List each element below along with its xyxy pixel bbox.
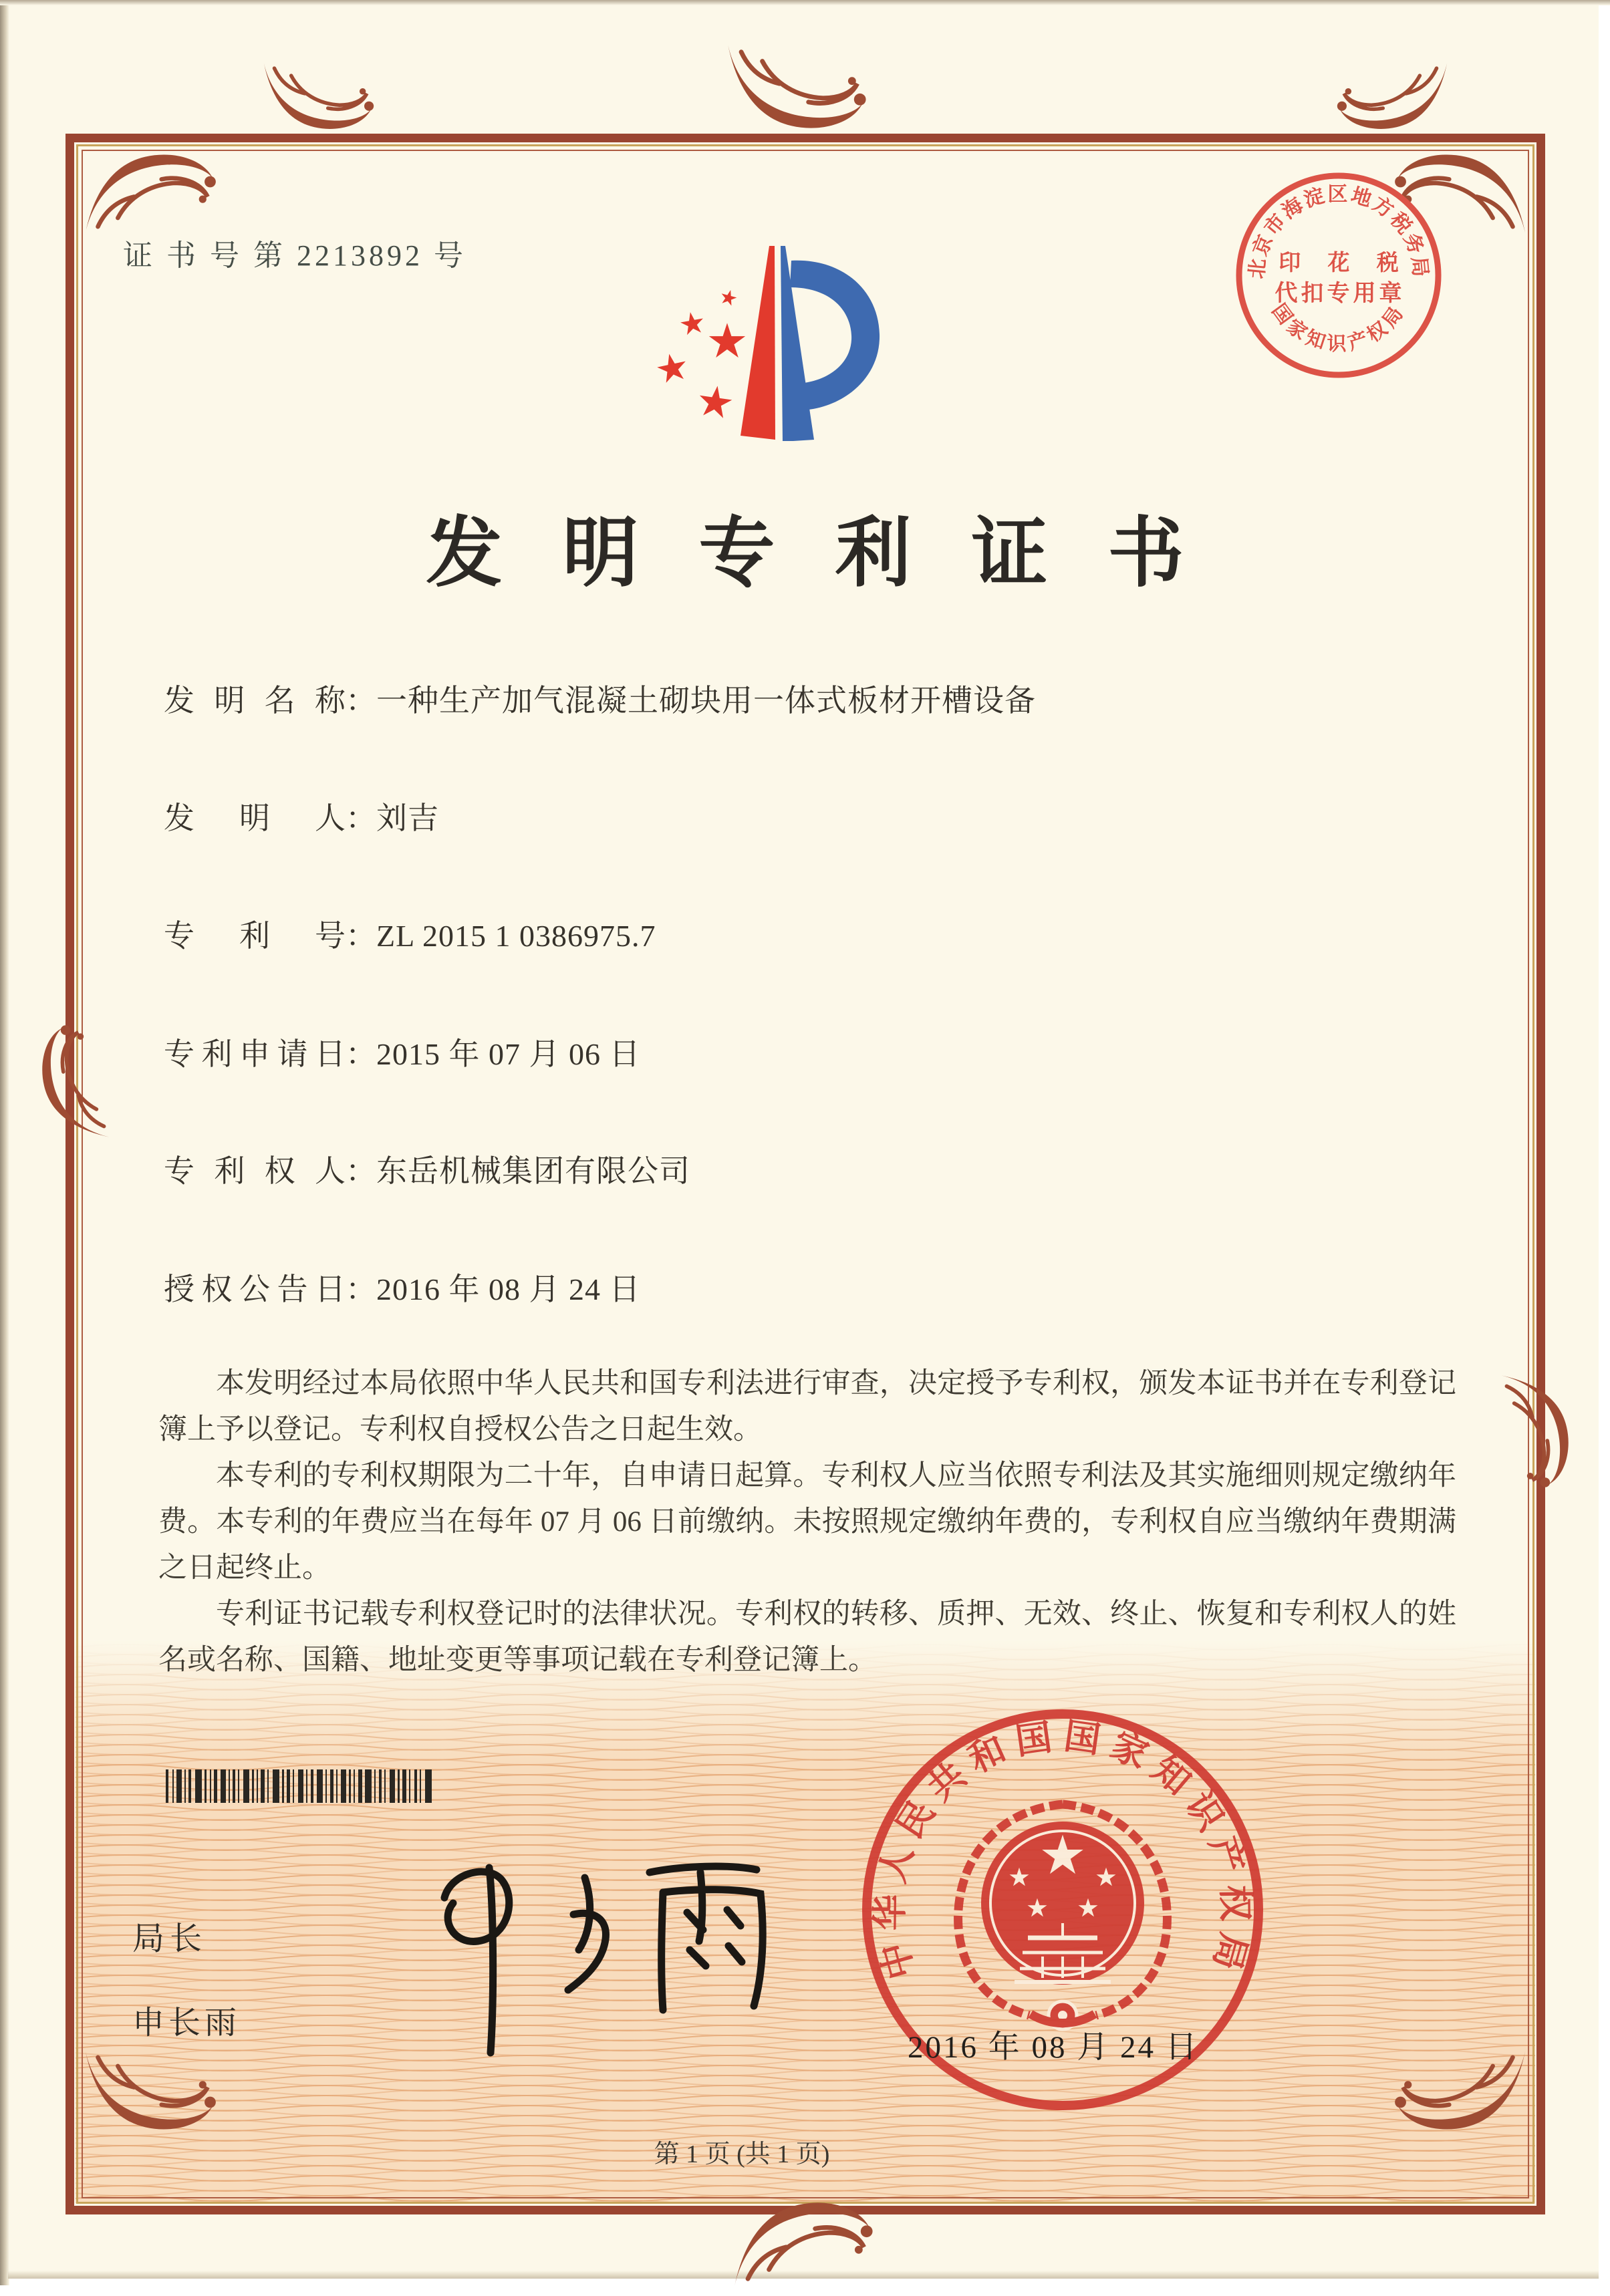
top-border-flourish-right (1310, 59, 1477, 138)
field-patentee: 专利权人：东岳机械集团有限公司 (164, 1147, 690, 1191)
field-inventor: 发明人：刘吉 (164, 794, 439, 838)
field-value: 2016 年 08 月 24 日 (376, 1272, 641, 1306)
field-grant-date: 授权公告日：2016 年 08 月 24 日 (164, 1265, 641, 1309)
legal-paragraph: 本发明经过本局依照中华人民共和国专利法进行审查，决定授予专利权，颁发本证书并在专利登记簿上予以登记。专利权自授权公告之日起生效。 (158, 1368, 1456, 1445)
field-label: 专利申请日 (164, 1037, 346, 1071)
field-label: 授权公告日 (164, 1272, 346, 1306)
seal-ring-text: 中华人民共和国国家知识产权局 (869, 1715, 1256, 1984)
tax-stamp-bottom-text: 国家知识产权局 (1267, 300, 1410, 355)
tax-stamp-center-line1: 印 花 税 (1279, 251, 1410, 275)
svg-text:国家知识产权局 (1268, 300, 1410, 355)
corner-flourish-bottom-left (79, 2046, 219, 2140)
field-value: ZL 2015 1 0386975.7 (376, 919, 656, 953)
logo-p-curve (790, 261, 880, 410)
field-label: 专利号 (164, 919, 346, 953)
legal-text (158, 1360, 1456, 1683)
tax-stamp-center-line2: 代扣专用章 (1274, 281, 1405, 306)
field-label: 发明名称 (164, 684, 346, 718)
director-name: 申长雨 (132, 2005, 241, 2041)
logo-stars (655, 288, 745, 419)
field-filing-date: 专利申请日：2015 年 07 月 06 日 (164, 1030, 641, 1074)
field-invention-name: 发明名称：一种生产加气混凝土砌块用一体式板材开槽设备 (164, 676, 1036, 720)
national-emblem (958, 1804, 1168, 2029)
director-label: 局长 (132, 1921, 208, 1957)
legal-paragraph: 专利证书记载专利权登记时的法律状况。专利权的转移、质押、无效、终止、恢复和专利权人的姓名或名称、国籍、地址变更等事项记载在专利登记簿上。 (158, 1598, 1456, 1676)
field-label: 发明人 (164, 801, 346, 835)
director-signature (414, 1844, 789, 2071)
tax-stamp-top-text: 北京市海淀区地方税务局 (1246, 183, 1432, 280)
certificate-number: 证 书 号 第 2213892 号 (123, 239, 466, 272)
field-value: 2015 年 07 月 06 日 (376, 1037, 641, 1071)
scan-left-edge (0, 0, 9, 2285)
logo-red-wedge (741, 246, 775, 440)
cnipa-logo (640, 241, 894, 441)
stamp-duty-seal (1232, 168, 1446, 382)
legal-paragraph: 本专利的专利权期限为二十年，自申请日起算。专利权人应当依照专利法及其实施细则规定缴纳年费。本专利的年费应当在每年 07 月 06 日前缴纳。未按照规定缴纳年费的，专利权自应当缴纳年费期满之日起终止。 (158, 1460, 1456, 1584)
field-value: 一种生产加气混凝土砌块用一体式板材开槽设备 (376, 684, 1036, 718)
field-patent-number: 专利号：ZL 2015 1 0386975.7 (164, 911, 656, 956)
left-border-flourish (33, 1016, 114, 1149)
barcode (166, 1769, 434, 1803)
field-value: 东岳机械集团有限公司 (376, 1154, 690, 1188)
corner-flourish-top-left (79, 144, 219, 238)
seal-date: 2016 年 08 月 24 日 (908, 2030, 1199, 2065)
scan-top-edge (0, 0, 1610, 5)
bottom-border-flourish-center (702, 2192, 902, 2291)
certificate-title: 发明专利证书 (426, 511, 1244, 596)
corner-flourish-bottom-right (1391, 2046, 1532, 2140)
right-border-flourish (1497, 1363, 1577, 1497)
top-border-flourish-left (234, 59, 401, 138)
field-label: 专利权人 (164, 1154, 346, 1188)
field-value: 刘吉 (376, 801, 439, 835)
page-footer: 第 1 页 (共 1 页) (654, 2140, 830, 2168)
top-border-flourish-center (695, 40, 896, 139)
